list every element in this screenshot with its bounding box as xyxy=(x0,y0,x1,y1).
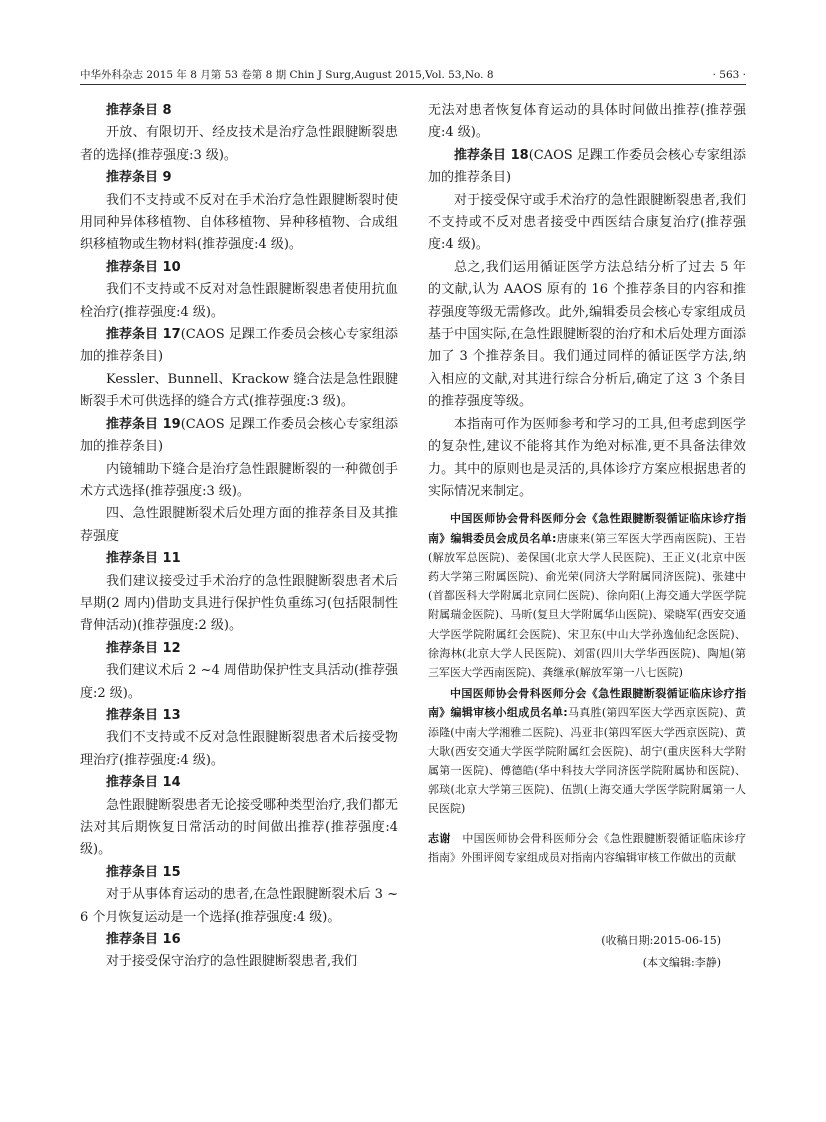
recommendation-11-text: 我们建议接受过手术治疗的急性跟腱断裂患者术后早期(2 周内)借助支具进行保护性负重练习(包括限制性背伸活动)(推荐强度:2 级)。 xyxy=(80,573,398,634)
recommendation-17-text: Kessler、Bunnell、Krackow 缝合法是急性跟腱断裂手术可供选择的缝合方式(推荐强度:3 级)。 xyxy=(80,371,398,410)
right-column xyxy=(428,100,746,867)
summary-paragraph: 总之,我们运用循证医学方法总结分析了过去 5 年的文献,认为 AAOS 原有的 16 个推荐条目的内容和推荐强度等级无需修改。此外,编辑委员会核心专家组成员基于中国实际,在急性跟腱断裂的治疗和术后处理方面添加了 3 个推荐条目。我们通过同样的循证医学方法,纳入相应的文献,对其进行综合分析后,确定了这 3 个条目的推荐强度等级。 xyxy=(428,259,746,410)
recommendation-16-text: 对于接受保守治疗的急性跟腱断裂患者,我们 xyxy=(106,954,358,970)
recommendation-15-text: 对于从事体育运动的患者,在急性跟腱断裂术后 3 ~6 个月恢复运动是一个选择(推荐强度:4 级)。 xyxy=(80,887,398,925)
page-number: · 563 · xyxy=(712,69,746,81)
recommendation-11-heading: 推荐条目 11 xyxy=(106,551,181,567)
section-4-heading: 四、急性跟腱断裂术后处理方面的推荐条目及其推荐强度 xyxy=(80,506,398,544)
recommendation-14-text: 急性跟腱断裂患者无论接受哪种类型治疗,我们都无法对其后期恢复日常活动的时间做出推荐(推荐强度:4 级)。 xyxy=(80,797,398,858)
article-footer xyxy=(428,930,721,974)
article-editor: (本文编辑:李静) xyxy=(642,956,721,969)
recommendation-15-heading: 推荐条目 15 xyxy=(106,864,181,880)
recommendation-9-heading: 推荐条目 9 xyxy=(106,170,172,186)
recommendation-13-heading: 推荐条目 13 xyxy=(106,707,181,723)
recommendation-16-continued: 无法对患者恢复体育运动的具体时间做出推荐(推荐强度:4 级)。 xyxy=(428,103,746,141)
received-date: (收稿日期:2015-06-15) xyxy=(601,934,721,947)
recommendation-17-note: (CAOS 足踝工作委员会核心专家组添加的推荐条目) xyxy=(80,327,398,365)
recommendation-19-text: 内镜辅助下缝合是治疗急性跟腱断裂的一种微创手术方式选择(推荐强度:3 级)。 xyxy=(80,461,398,499)
recommendation-18-note: (CAOS 足踝工作委员会核心专家组添加的推荐条目) xyxy=(428,147,746,186)
review-committee-members: 马真胜(第四军医大学西京医院)、黄添隆(中南大学湘雅二医院)、冯亚非(第四军医大学西京医院)、黄大耿(西安交通大学医学院附属红会医院)、胡宁(重庆医科大学附属第一医院)、傅德皓(华中科技大学同济医学院附属协和医院)、郭琰(北京大学第三医院)、伍凯(上海交通大学医学院附属第一人民医院) xyxy=(428,706,746,816)
recommendation-19-label: 推荐条目 19 xyxy=(106,416,181,432)
recommendation-18-text: 对于接受保守或手术治疗的急性跟腱断裂患者,我们不支持或不反对患者接受中西医结合康复治疗(推荐强度:4 级)。 xyxy=(428,192,746,253)
acknowledgement-text: 中国医师协会骨科医师分会《急性跟腱断裂循证临床诊疗指南》外围评阅专家组成员对指南内容编辑审核工作做出的贡献 xyxy=(428,831,747,864)
acknowledgement xyxy=(428,829,746,867)
recommendation-9-text: 我们不支持或不反对在手术治疗急性跟腱断裂时使用同种异体移植物、自体移植物、异种移植物、合成组织移植物或生物材料(推荐强度:4 级)。 xyxy=(80,192,398,253)
recommendation-17-heading xyxy=(80,324,398,369)
recommendation-18-label: 推荐条目 18 xyxy=(454,147,529,163)
header-rule xyxy=(80,84,746,85)
committee-lists xyxy=(428,509,746,818)
recommendation-19-heading xyxy=(80,414,398,459)
left-column xyxy=(80,100,398,974)
recommendation-10-text: 我们不支持或不反对对急性跟腱断裂患者使用抗血栓治疗(推荐强度:4 级)。 xyxy=(80,282,398,320)
running-header xyxy=(80,67,746,83)
review-committee xyxy=(428,684,746,818)
recommendation-18-heading xyxy=(428,145,746,190)
recommendation-17-label: 推荐条目 17 xyxy=(106,327,181,343)
recommendation-13-text: 我们不支持或不反对急性跟腱断裂患者术后接受物理治疗(推荐强度:4 级)。 xyxy=(80,730,398,768)
recommendation-16-heading: 推荐条目 16 xyxy=(106,932,181,948)
recommendation-12-heading: 推荐条目 12 xyxy=(106,640,181,656)
review-committee-label: 中国医师协会骨科医师分会《急性跟腱断裂循证临床诊疗指南》编辑审核小组成员名单: xyxy=(428,687,746,720)
usage-paragraph: 本指南可作为医师参考和学习的工具,但考虑到医学的复杂性,建议不能将其作为绝对标准,更不具备法律效力。其中的原则也是灵活的,具体诊疗方案应根据患者的实际情况来制定。 xyxy=(428,416,746,499)
recommendation-12-text: 我们建议术后 2 ~4 周借助保护性支具活动(推荐强度:2 级)。 xyxy=(80,663,398,701)
recommendation-19-note: (CAOS 足踝工作委员会核心专家组添加的推荐条目) xyxy=(80,416,398,455)
recommendation-14-heading: 推荐条目 14 xyxy=(106,775,181,791)
editorial-committee-label: 中国医师协会骨科医师分会《急性跟腱断裂循证临床诊疗指南》编辑委员会成员名单: xyxy=(428,512,746,545)
editorial-committee xyxy=(428,509,746,682)
editorial-committee-members: 唐康来(第三军医大学西南医院)、王岩(解放军总医院)、姜保国(北京大学人民医院)、王正义(北京中医药大学第三附属医院)、俞光荣(同济大学附属同济医院)、张建中(首都医科大学附属北京同仁医院)、徐向阳(上海交通大学医学院附属瑞金医院)、马昕(复旦大学附属华山医院)、梁晓军(西安交通大学医学院附属红会医院)、宋卫东(中山大学孙逸仙纪念医院)、徐海林(北京大学人民医院)、刘雷(四川大学华西医院)、陶旭(第三军医大学西南医院)、龚继承(解放军第一八七医院) xyxy=(428,531,746,679)
recommendation-8-heading: 推荐条目 8 xyxy=(106,103,172,118)
journal-citation: 中华外科杂志 2015 年 8 月第 53 卷第 8 期 Chin J Surg,August 2015,Vol. 53,No. 8 xyxy=(80,69,494,81)
recommendation-8-text: 开放、有限切开、经皮技术是治疗急性跟腱断裂患者的选择(推荐强度:3 级)。 xyxy=(80,125,398,163)
acknowledgement-label: 志谢 xyxy=(428,831,451,845)
recommendation-10-heading: 推荐条目 10 xyxy=(106,259,181,275)
